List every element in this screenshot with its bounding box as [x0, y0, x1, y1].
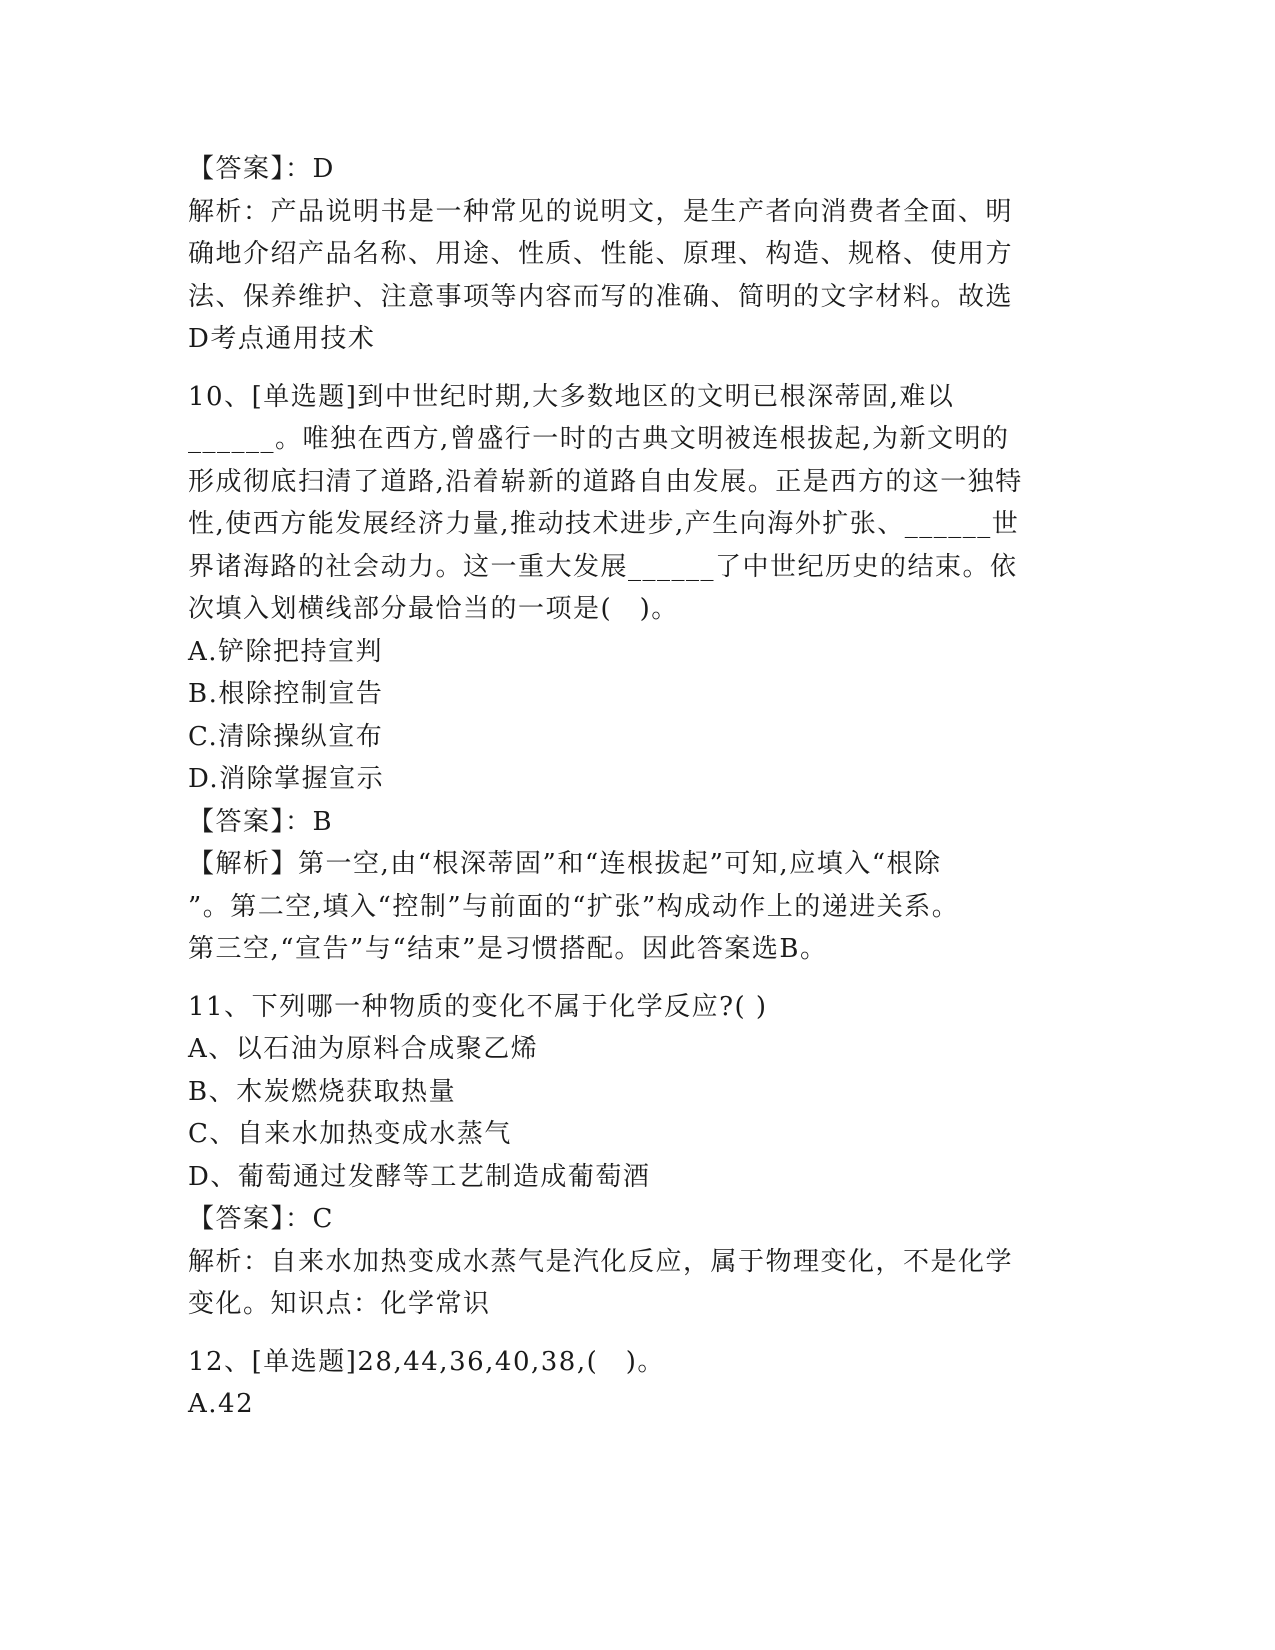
answer-line: 【答案】：D: [188, 154, 335, 184]
question-12: [188, 1341, 1068, 1426]
document-page: [188, 148, 1068, 1426]
option-a: A.铲除把持宣判: [188, 636, 384, 667]
option-c: C.清除操纵宣布: [188, 721, 384, 752]
question-stem-line: 形成彻底扫清了道路,沿着崭新的道路自由发展。正是西方的这一独特: [188, 466, 1023, 497]
question-10: [188, 376, 1068, 971]
question-stem-line: 性,使西方能发展经济力量,推动技术进步,产生向海外扩张、______世: [188, 509, 1020, 539]
question-stem-line: 次填入划横线部分最恰当的一项是( )。: [188, 594, 679, 624]
question-9-tail: [188, 148, 1068, 361]
question-stem-line: ______。唯独在西方,曾盛行一时的古典文明被连根拔起,为新文明的: [188, 424, 1010, 454]
answer-line: 【答案】：B: [188, 806, 334, 837]
question-stem-line: 10、[单选题]到中世纪时期,大多数地区的文明已根深蒂固,难以: [188, 381, 955, 412]
spacer: [188, 361, 1068, 376]
option-a: A.42: [188, 1389, 255, 1419]
analysis-line: 【解析】第一空,由“根深蒂固”和“连根拔起”可知,应填入“根除: [188, 849, 942, 879]
analysis-line: 变化。知识点：化学常识: [188, 1289, 491, 1319]
question-stem-line: 12、[单选题]28,44,36,40,38,( )。: [188, 1346, 665, 1377]
option-d: D.消除掌握宣示: [188, 764, 385, 794]
option-b: B.根除控制宣告: [188, 679, 384, 709]
spacer: [188, 971, 1068, 986]
question-stem-line: 11、下列哪一种物质的变化不属于化学反应?( ): [188, 991, 768, 1022]
option-d: D、葡萄通过发酵等工艺制造成葡萄酒: [188, 1161, 651, 1192]
analysis-line: ”。第二空,填入“控制”与前面的“扩张”构成动作上的递进关系。: [188, 891, 960, 922]
analysis-line: 确地介绍产品名称、用途、性质、性能、原理、构造、规格、使用方: [188, 239, 1014, 269]
analysis-line: 解析：产品说明书是一种常见的说明文，是生产者向消费者全面、明: [188, 196, 1014, 227]
option-b: B、木炭燃烧获取热量: [188, 1076, 457, 1107]
analysis-line: 第三空,“宣告”与“结束”是习惯搭配。因此答案选B。: [188, 934, 828, 964]
answer-line: 【答案】：C: [188, 1204, 334, 1234]
question-11: [188, 986, 1068, 1326]
analysis-line: 法、保养维护、注意事项等内容而写的准确、简明的文字材料。故选: [188, 281, 1014, 312]
option-a: A、以石油为原料合成聚乙烯: [188, 1034, 539, 1064]
option-c: C、自来水加热变成水蒸气: [188, 1119, 512, 1149]
analysis-line: 解析：自来水加热变成水蒸气是汽化反应，属于物理变化，不是化学: [188, 1246, 1014, 1277]
question-stem-line: 界诸海路的社会动力。这一重大发展______了中世纪历史的结束。依: [188, 551, 1018, 582]
spacer: [188, 1326, 1068, 1341]
analysis-line: D考点通用技术: [188, 324, 376, 354]
